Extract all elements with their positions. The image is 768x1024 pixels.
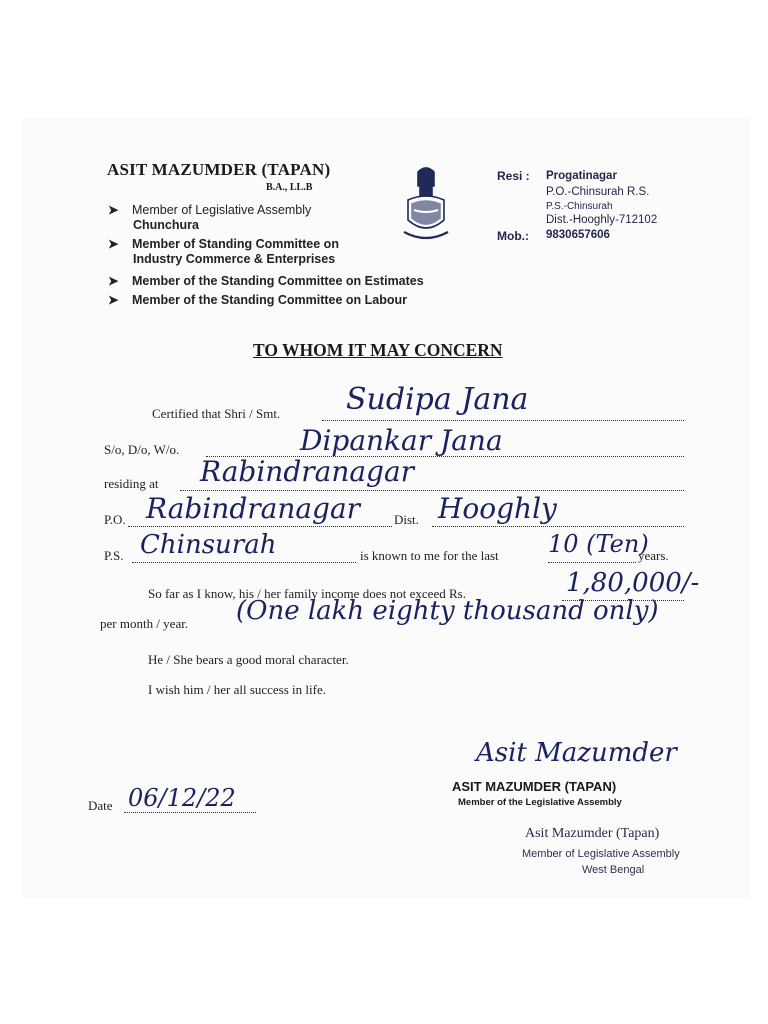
date-label: Date [88,798,113,813]
years-dotted-line [548,562,636,563]
known-text: is known to me for the last [360,548,499,563]
role-2-line2: Industry Commerce & Enterprises [133,252,336,266]
dist-value: Hooghly [438,492,557,525]
ps-value: Chinsurah [140,530,277,560]
signatory-name: ASIT MAZUMDER (TAPAN) [452,779,617,794]
residing-dotted-line [180,490,684,491]
certified-label: Certified that Shri / Smt. [152,406,281,421]
years-label: years. [638,548,669,563]
wish-line: I wish him / her all success in life. [148,682,326,697]
arrow-icon: ➤ [108,203,119,217]
years-value: 10 (Ten) [548,530,649,558]
address-line-1: Progatinagar [546,170,617,182]
arrow-icon: ➤ [108,237,119,251]
role-4 [108,292,407,307]
certificate-paper [22,118,750,898]
role-1 [108,202,311,217]
document-heading: TO WHOM IT MAY CONCERN [253,340,503,360]
role-3-line1: Member of the Standing Committee on Estimates [132,274,424,288]
role-1-line1: Member of Legislative Assembly [132,203,312,217]
mob-label: Mob.: [497,229,529,243]
letterhead-degree: B.A., LL.B [266,182,313,193]
income-text: So far as I know, his / her family income does not exceed Rs. [148,586,466,601]
dist-dotted-line [432,526,684,527]
income-value: 1,80,000/- [566,568,700,598]
residing-label: residing at [104,476,159,491]
po-value: Rabindranagar [146,492,361,525]
address-line-3: P.S.-Chinsurah [546,201,613,212]
role-2-line1: Member of Standing Committee on [132,237,339,251]
resi-label: Resi : [497,169,530,183]
letterhead-name: ASIT MAZUMDER (TAPAN) [107,160,331,179]
state-emblem-icon [400,164,452,248]
per-label: per month / year. [100,616,189,631]
arrow-icon: ➤ [108,293,119,307]
certified-value: Sudipa Jana [346,382,529,417]
signature-scribble: Asit Mazumder [476,738,677,768]
date-dotted-line [124,812,256,813]
residing-value: Rabindranagar [200,455,415,488]
moral-line: He / She bears a good moral character. [148,652,349,667]
ps-dotted-line [132,562,356,563]
stamp-state: West Bengal [582,864,645,876]
certified-dotted-line [322,420,684,421]
po-label: P.O. [104,512,126,527]
address-line-2: P.O.-Chinsurah R.S. [546,186,650,198]
stamp-role: Member of Legislative Assembly [522,848,680,860]
role-1-line2: Chunchura [133,218,199,232]
relation-value: Dipankar Jana [300,424,503,457]
po-dotted-line [128,526,392,527]
role-2 [108,236,339,251]
arrow-icon: ➤ [108,274,119,288]
ps-label: P.S. [104,548,124,563]
address-line-4: Dist.-Hooghly-712102 [546,214,658,226]
dist-label: Dist. [394,512,419,527]
stamp-name: Asit Mazumder (Tapan) [525,826,660,841]
date-value: 06/12/22 [128,784,236,812]
income-words: (One lakh eighty thousand only) [236,596,659,626]
mobile-number: 9830657606 [546,229,610,241]
relation-label: S/o, D/o, W/o. [104,442,180,457]
signatory-role: Member of the Legislative Assembly [458,797,622,808]
role-4-line1: Member of the Standing Committee on Labour [132,293,408,307]
role-3 [108,273,424,288]
